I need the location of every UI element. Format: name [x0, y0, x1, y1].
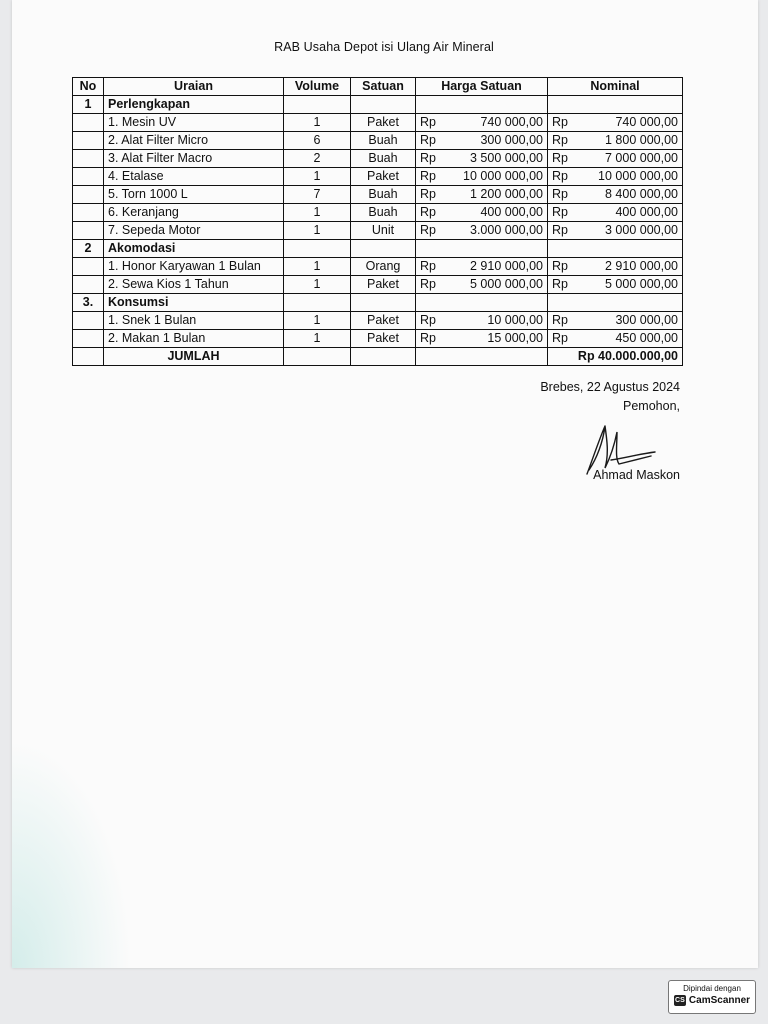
- empty-cell: [351, 96, 416, 114]
- amount: 10 000,00: [487, 313, 543, 327]
- empty-cell: [73, 132, 104, 150]
- item-nominal: [548, 312, 683, 330]
- total-empty-cell: [351, 348, 416, 366]
- item-volume: 7: [284, 186, 351, 204]
- item-unit-price: [416, 132, 548, 150]
- item-volume: 1: [284, 222, 351, 240]
- item-description: 1. Snek 1 Bulan: [104, 312, 284, 330]
- total-empty-cell: [284, 348, 351, 366]
- section-name: Akomodasi: [104, 240, 284, 258]
- amount: 10 000 000,00: [463, 169, 543, 183]
- empty-cell: [73, 330, 104, 348]
- item-unit-price: [416, 204, 548, 222]
- item-volume: 1: [284, 276, 351, 294]
- item-unit-price: [416, 276, 548, 294]
- empty-cell: [284, 240, 351, 258]
- table-row: [73, 258, 683, 276]
- item-unit: Orang: [351, 258, 416, 276]
- empty-cell: [73, 258, 104, 276]
- item-unit-price: [416, 150, 548, 168]
- amount: 450 000,00: [615, 331, 678, 345]
- total-empty-cell: [73, 348, 104, 366]
- table-header-row: [73, 78, 683, 96]
- empty-cell: [73, 204, 104, 222]
- item-unit-price: [416, 114, 548, 132]
- currency-label: Rp: [552, 169, 568, 183]
- amount: 1 800 000,00: [605, 133, 678, 147]
- amount: 5 000 000,00: [605, 277, 678, 291]
- empty-cell: [73, 114, 104, 132]
- item-nominal: [548, 276, 683, 294]
- currency-label: Rp: [420, 169, 436, 183]
- table-row: [73, 222, 683, 240]
- empty-cell: [73, 312, 104, 330]
- total-row: [73, 348, 683, 366]
- empty-cell: [548, 96, 683, 114]
- item-nominal: [548, 258, 683, 276]
- item-nominal: [548, 132, 683, 150]
- amount: 2 910 000,00: [470, 259, 543, 273]
- amount: 300 000,00: [615, 313, 678, 327]
- currency-label: Rp: [552, 259, 568, 273]
- empty-cell: [351, 240, 416, 258]
- empty-cell: [416, 96, 548, 114]
- item-unit-price: [416, 168, 548, 186]
- item-unit: Buah: [351, 186, 416, 204]
- empty-cell: [548, 294, 683, 312]
- empty-cell: [73, 276, 104, 294]
- item-volume: 1: [284, 258, 351, 276]
- table-row: [73, 168, 683, 186]
- document-title: RAB Usaha Depot isi Ulang Air Mineral: [274, 40, 494, 54]
- item-unit-price: [416, 186, 548, 204]
- item-unit-price: [416, 312, 548, 330]
- amount: 10 000 000,00: [598, 169, 678, 183]
- empty-cell: [284, 96, 351, 114]
- item-volume: 1: [284, 168, 351, 186]
- amount: 3 500 000,00: [470, 151, 543, 165]
- header-harga-satuan: Harga Satuan: [416, 78, 548, 96]
- item-unit: Paket: [351, 312, 416, 330]
- amount: 740 000,00: [480, 115, 543, 129]
- item-volume: 2: [284, 150, 351, 168]
- table-row: [73, 276, 683, 294]
- paper-stain: [12, 740, 132, 968]
- currency-label: Rp: [420, 259, 436, 273]
- empty-cell: [73, 150, 104, 168]
- total-empty-cell: [416, 348, 548, 366]
- amount: 15 000,00: [487, 331, 543, 345]
- item-description: 6. Keranjang: [104, 204, 284, 222]
- amount: 740 000,00: [615, 115, 678, 129]
- header-uraian: Uraian: [104, 78, 284, 96]
- empty-cell: [284, 294, 351, 312]
- empty-cell: [73, 168, 104, 186]
- item-nominal: [548, 114, 683, 132]
- amount: 300 000,00: [480, 133, 543, 147]
- amount: 5 000 000,00: [470, 277, 543, 291]
- header-nominal: Nominal: [548, 78, 683, 96]
- currency-label: Rp: [420, 313, 436, 327]
- signer-name: Ahmad Maskon: [593, 468, 680, 482]
- item-volume: 1: [284, 312, 351, 330]
- item-unit: Paket: [351, 114, 416, 132]
- total-value: Rp 40.000.000,00: [548, 348, 683, 366]
- currency-label: Rp: [420, 187, 436, 201]
- empty-cell: [351, 294, 416, 312]
- amount: 8 400 000,00: [605, 187, 678, 201]
- item-volume: 1: [284, 114, 351, 132]
- table-row: [73, 114, 683, 132]
- empty-cell: [73, 186, 104, 204]
- section-row: [73, 294, 683, 312]
- item-unit: Buah: [351, 150, 416, 168]
- item-volume: 1: [284, 204, 351, 222]
- section-number: 1: [73, 96, 104, 114]
- item-nominal: [548, 222, 683, 240]
- item-description: 2. Makan 1 Bulan: [104, 330, 284, 348]
- section-name: Perlengkapan: [104, 96, 284, 114]
- header-satuan: Satuan: [351, 78, 416, 96]
- item-description: 5. Torn 1000 L: [104, 186, 284, 204]
- camscanner-badge: [668, 980, 756, 1014]
- item-unit: Unit: [351, 222, 416, 240]
- empty-cell: [73, 222, 104, 240]
- section-row: [73, 96, 683, 114]
- section-number: 3.: [73, 294, 104, 312]
- signer-role: Pemohon,: [623, 399, 680, 413]
- budget-table: [72, 77, 683, 366]
- section-row: [73, 240, 683, 258]
- item-unit-price: [416, 258, 548, 276]
- currency-label: Rp: [552, 277, 568, 291]
- currency-label: Rp: [552, 331, 568, 345]
- camscanner-icon: CS: [675, 997, 685, 1004]
- item-unit-price: [416, 330, 548, 348]
- currency-label: Rp: [552, 187, 568, 201]
- currency-label: Rp: [552, 205, 568, 219]
- item-unit: Paket: [351, 330, 416, 348]
- table-row: [73, 312, 683, 330]
- currency-label: Rp: [420, 133, 436, 147]
- table-row: [73, 132, 683, 150]
- empty-cell: [548, 240, 683, 258]
- item-unit: Buah: [351, 204, 416, 222]
- item-volume: 6: [284, 132, 351, 150]
- item-nominal: [548, 168, 683, 186]
- item-unit-price: [416, 222, 548, 240]
- item-nominal: [548, 186, 683, 204]
- table-row: [73, 204, 683, 222]
- badge-caption: Dipindai dengan: [683, 984, 741, 993]
- currency-label: Rp: [420, 223, 436, 237]
- item-description: 3. Alat Filter Macro: [104, 150, 284, 168]
- amount: 1 200 000,00: [470, 187, 543, 201]
- item-description: 1. Mesin UV: [104, 114, 284, 132]
- amount: 400 000,00: [615, 205, 678, 219]
- item-nominal: [548, 204, 683, 222]
- currency-label: Rp: [420, 151, 436, 165]
- total-label: JUMLAH: [104, 348, 284, 366]
- item-description: 4. Etalase: [104, 168, 284, 186]
- section-number: 2: [73, 240, 104, 258]
- currency-label: Rp: [552, 313, 568, 327]
- item-unit: Buah: [351, 132, 416, 150]
- section-name: Konsumsi: [104, 294, 284, 312]
- currency-label: Rp: [552, 133, 568, 147]
- amount: 2 910 000,00: [605, 259, 678, 273]
- item-description: 2. Sewa Kios 1 Tahun: [104, 276, 284, 294]
- table-body: [73, 96, 683, 348]
- currency-label: Rp: [420, 205, 436, 219]
- header-volume: Volume: [284, 78, 351, 96]
- item-unit: Paket: [351, 276, 416, 294]
- currency-label: Rp: [420, 331, 436, 345]
- item-nominal: [548, 150, 683, 168]
- currency-label: Rp: [552, 151, 568, 165]
- empty-cell: [416, 294, 548, 312]
- item-volume: 1: [284, 330, 351, 348]
- item-description: 1. Honor Karyawan 1 Bulan: [104, 258, 284, 276]
- amount: 3 000 000,00: [605, 223, 678, 237]
- currency-label: Rp: [420, 277, 436, 291]
- amount: 3.000 000,00: [470, 223, 543, 237]
- badge-brand-name: CamScanner: [688, 995, 751, 1006]
- item-unit: Paket: [351, 168, 416, 186]
- signature-block: [470, 378, 680, 416]
- header-no: No: [73, 78, 104, 96]
- currency-label: Rp: [552, 223, 568, 237]
- amount: 7 000 000,00: [605, 151, 678, 165]
- place-date: Brebes, 22 Agustus 2024: [540, 380, 680, 394]
- table-row: [73, 186, 683, 204]
- amount: 400 000,00: [480, 205, 543, 219]
- empty-cell: [416, 240, 548, 258]
- badge-brand: [669, 995, 755, 1006]
- item-description: 2. Alat Filter Micro: [104, 132, 284, 150]
- table-row: [73, 150, 683, 168]
- item-nominal: [548, 330, 683, 348]
- currency-label: Rp: [420, 115, 436, 129]
- table-row: [73, 330, 683, 348]
- currency-label: Rp: [552, 115, 568, 129]
- item-description: 7. Sepeda Motor: [104, 222, 284, 240]
